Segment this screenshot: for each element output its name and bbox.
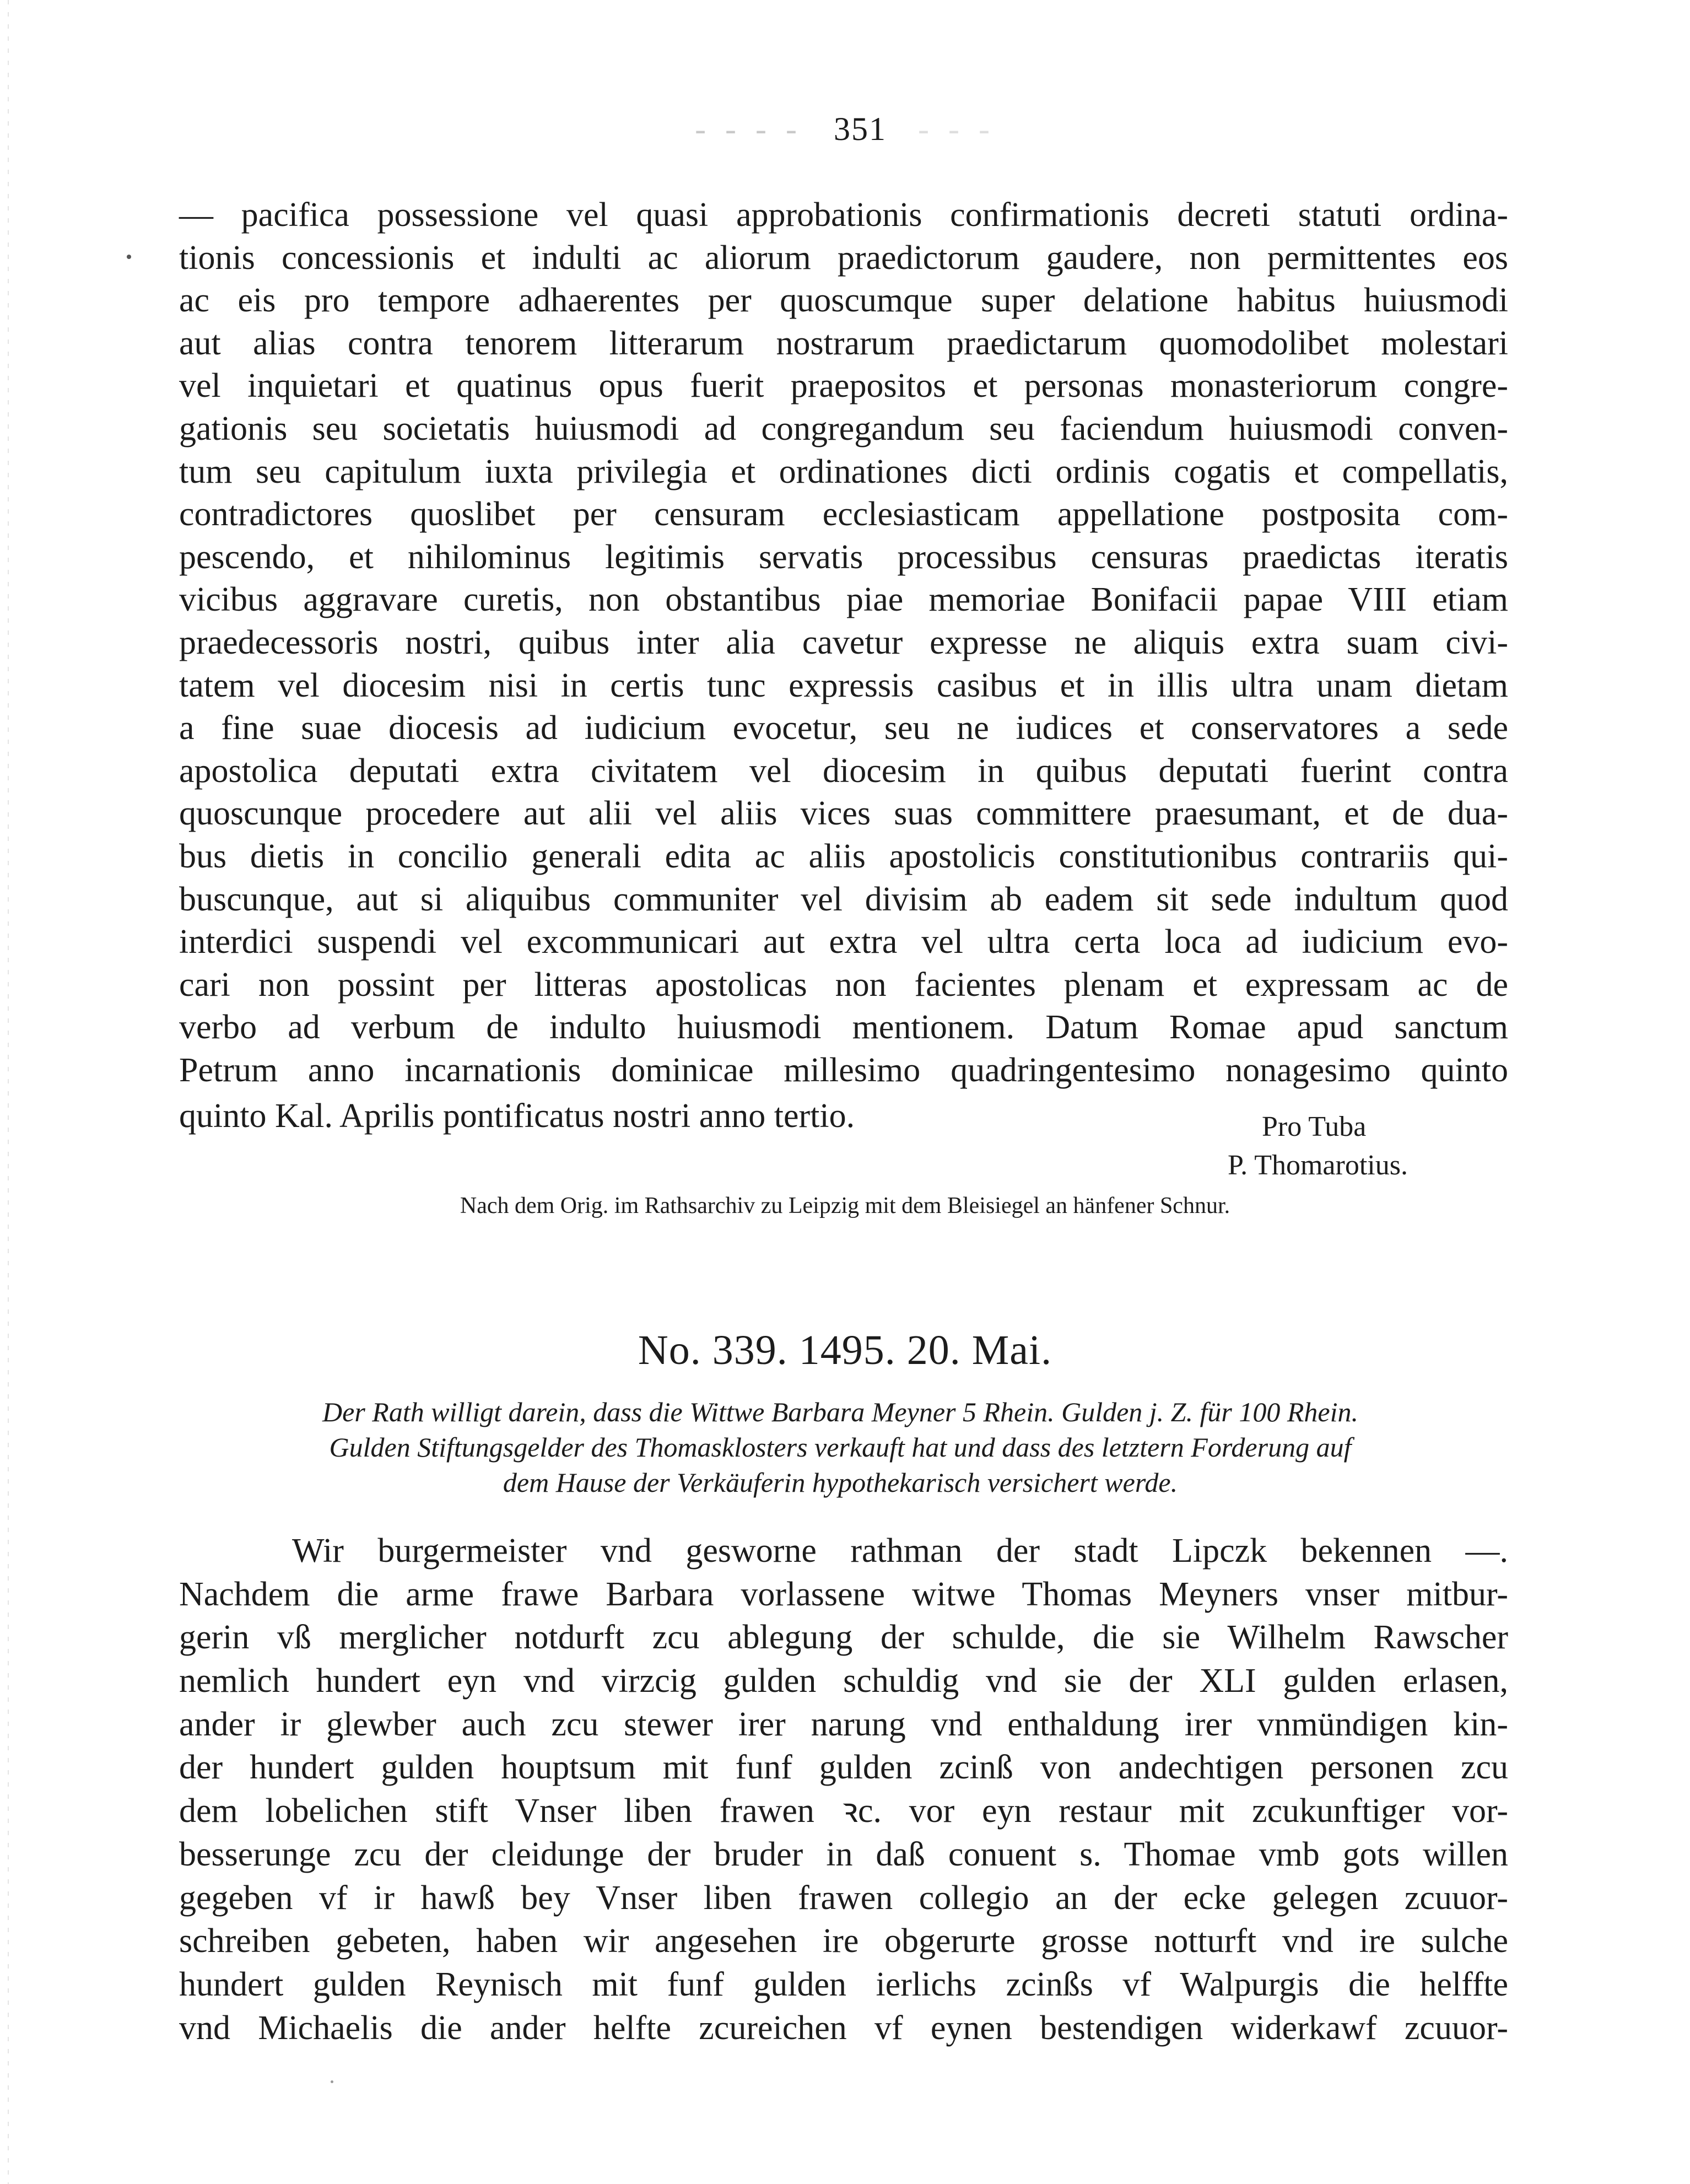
page-number: 351 xyxy=(833,111,887,147)
page-number-mark-left: - - - - xyxy=(695,111,802,147)
text-line: gegeben vf ir hawß bey Vnser liben frawen collegio an der ecke gelegen zcuuor- xyxy=(179,1879,1508,1917)
text-line: Nachdem die arme frawe Barbara vorlassene witwe Thomas Meyners vnser mitbur- xyxy=(179,1575,1508,1613)
text-line: hundert gulden Reynisch mit funf gulden ierlichs zcinßs vf Walpurgis die helffte xyxy=(179,1965,1508,2003)
text-line: ander ir glewber auch zcu stewer irer narung vnd enthaldung irer vnmündigen kin- xyxy=(179,1705,1508,1743)
text-line: interdici suspendi vel excommunicari aut extra vel ultra certa loca ad iudicium evo- xyxy=(179,923,1508,961)
text-line: nemlich hundert eyn vnd virzcig gulden schuldig vnd sie der XLI gulden erlasen, xyxy=(179,1662,1508,1700)
text-line: gationis seu societatis huiusmodi ad congregandum seu faciendum huiusmodi conven- xyxy=(179,409,1508,447)
text-line: besserunge zcu der cleidunge der bruder in daß conuent s. Thomae vmb gots willen xyxy=(179,1835,1508,1873)
signature-line-2: P. Thomarotius. xyxy=(1228,1150,1408,1181)
text-line: aut alias contra tenorem litterarum nostrarum praedictarum quomodolibet molestari xyxy=(179,324,1508,362)
signature-line-1: Pro Tuba xyxy=(1262,1111,1367,1142)
text-line: vicibus aggravare curetis, non obstantibus piae memoriae Bonifacii papae VIII etiam xyxy=(179,581,1508,619)
margin-dot xyxy=(331,2080,333,2083)
text-line: tionis concessionis et indulti ac aliorum praedictorum gaudere, non permittentes eos xyxy=(179,239,1508,277)
document-heading: No. 339. 1495. 20. Mai. xyxy=(638,1327,1052,1373)
regest-line: Gulden Stiftungsgelder des Thomasklosters verkauft hat und dass des letztern Forderung auf xyxy=(329,1432,1352,1463)
text-line: schreiben gebeten, haben wir angesehen ire obgerurte grosse notturft vnd ire sulche xyxy=(179,1922,1508,1960)
regest-line: Der Rath willigt darein, dass die Wittwe Barbara Meyner 5 Rhein. Gulden j. Z. für 100 Rhein. xyxy=(322,1396,1358,1427)
text-line: gerin vß merglicher notdurft zcu ablegung der schulde, die sie Wilhelm Rawscher xyxy=(179,1619,1508,1657)
source-note: Nach dem Orig. im Rathsarchiv zu Leipzig mit dem Bleisiegel an hänfener Schnur. xyxy=(460,1193,1230,1218)
text-line: — pacifica possessione vel quasi approbationis confirmationis decreti statuti ordina- xyxy=(179,196,1508,234)
margin-dot xyxy=(127,255,131,259)
text-line: cari non possint per litteras apostolicas non facientes plenam et expressam ac de xyxy=(179,966,1508,1004)
text-line: quoscunque procedere aut alii vel aliis vices suas committere praesumant, et de dua- xyxy=(179,795,1508,833)
regest-line: dem Hause der Verkäuferin hypothekarisch versichert werde. xyxy=(503,1467,1178,1498)
charter-closing-line: quinto Kal. Aprilis pontificatus nostri anno tertio. xyxy=(179,1097,855,1135)
text-line: vel inquietari et quatinus opus fuerit praepositos et personas monasteriorum congre- xyxy=(179,367,1508,405)
text-line: bus dietis in concilio generali edita ac aliis apostolicis constitutionibus contrariis qui- xyxy=(179,837,1508,875)
text-line: ac eis pro tempore adhaerentes per quoscumque super delatione habitus huiusmodi xyxy=(179,282,1508,320)
page-number-mark-right: - - - xyxy=(917,111,995,147)
text-line: tatem vel diocesim nisi in certis tunc expressis casibus et in illis ultra unam dietam xyxy=(179,666,1508,704)
scan-edge-line xyxy=(8,0,9,2184)
page-number-row xyxy=(0,110,1690,148)
text-line: apostolica deputati extra civitatem vel diocesim in quibus deputati fuerint contra xyxy=(179,752,1508,790)
text-line: pescendo, et nihilominus legitimis servatis processibus censuras praedictas iteratis xyxy=(179,538,1508,576)
document-text-block xyxy=(179,1529,1508,2050)
text-line: der hundert gulden houptsum mit funf gulden zcinß von andechtigen personen zcu xyxy=(179,1749,1508,1787)
text-line: Wir burgermeister vnd gesworne rathman der stadt Lipczk bekennen —. xyxy=(292,1532,1508,1570)
text-line: a fine suae diocesis ad iudicium evocetur, seu ne iudices et conservatores a sede xyxy=(179,709,1508,747)
text-line: buscunque, aut si aliquibus communiter vel divisim ab eadem sit sede indultum quod xyxy=(179,880,1508,918)
regest-summary xyxy=(160,1394,1521,1500)
text-line: Petrum anno incarnationis dominicae millesimo quadringentesimo nonagesimo quinto xyxy=(179,1051,1508,1089)
text-line: tum seu capitulum iuxta privilegia et ordinationes dicti ordinis cogatis et compellatis, xyxy=(179,452,1508,490)
text-line: verbo ad verbum de indulto huiusmodi mentionem. Datum Romae apud sanctum xyxy=(179,1009,1508,1047)
text-line: vnd Michaelis die ander helfte zcureichen vf eynen bestendigen widerkawf zcuuor- xyxy=(179,2009,1508,2047)
text-line: contradictores quoslibet per censuram ecclesiasticam appellatione postposita com- xyxy=(179,495,1508,533)
charter-text-block xyxy=(179,194,1508,1092)
text-line: praedecessoris nostri, quibus inter alia cavetur expresse ne aliquis extra suam civi- xyxy=(179,623,1508,661)
text-line: dem lobelichen stift Vnser liben frawen ꝛc. vor eyn restaur mit zcukunftiger vor- xyxy=(179,1792,1508,1830)
